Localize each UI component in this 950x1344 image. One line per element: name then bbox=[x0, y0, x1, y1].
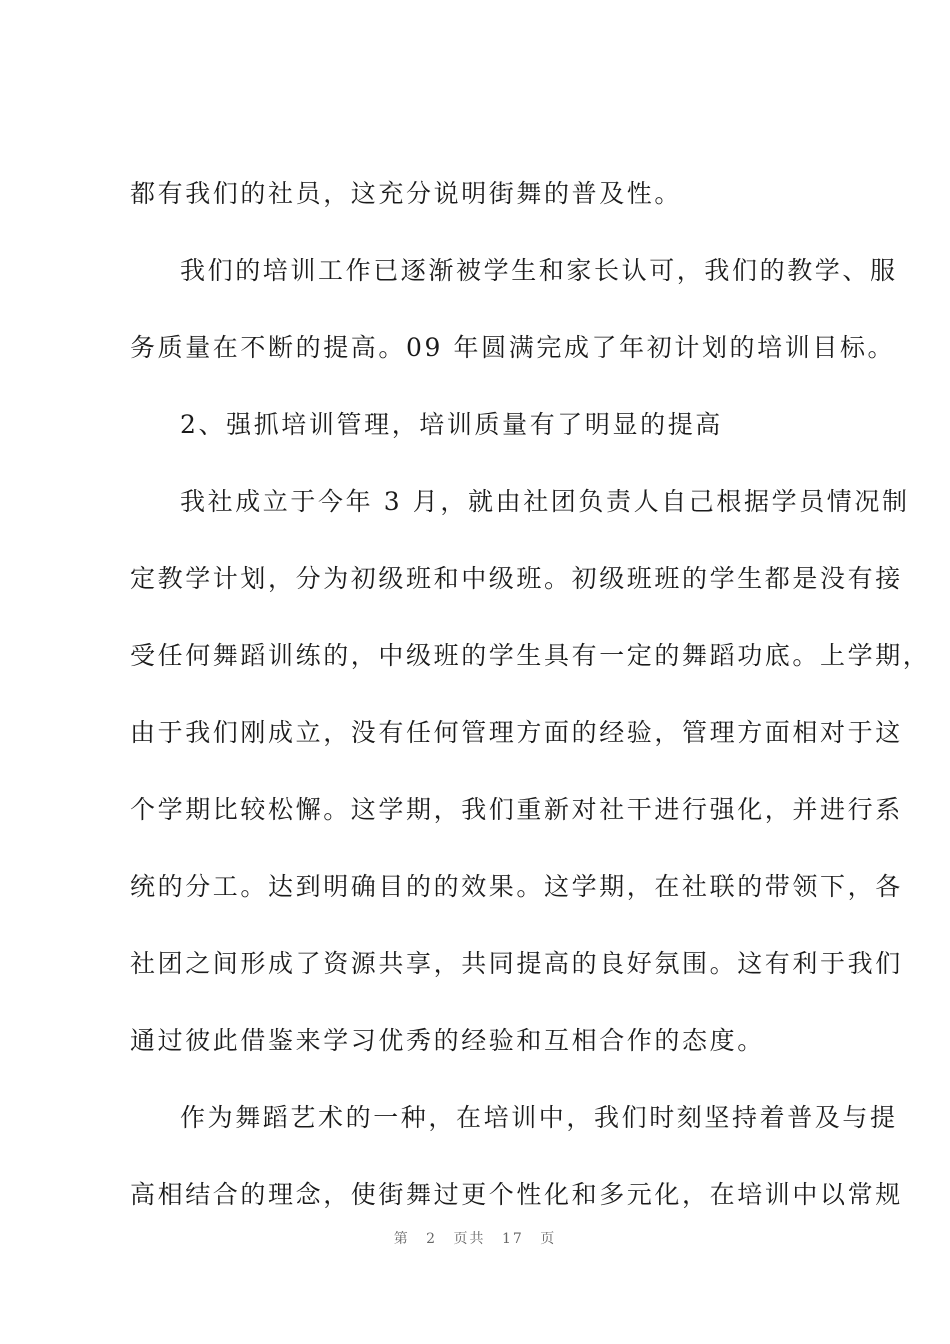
text-line: 由于我们刚成立，没有任何管理方面的经验，管理方面相对于这 bbox=[130, 718, 903, 747]
text-line: 务质量在不断的提高。09 年圆满完成了年初计划的培训目标。 bbox=[130, 333, 896, 362]
text-line: 高相结合的理念，使街舞过更个性化和多元化，在培训中以常规 bbox=[130, 1180, 903, 1209]
section-heading: 2、强抓培训管理，培训质量有了明显的提高 bbox=[180, 410, 723, 439]
paragraph-start-line: 作为舞蹈艺术的一种，在培训中，我们时刻坚持着普及与提 bbox=[180, 1103, 898, 1132]
page-number-footer: 第 2 页共 17 页 bbox=[393, 1231, 557, 1247]
text-line: 定教学计划，分为初级班和中级班。初级班班的学生都是没有接 bbox=[130, 564, 903, 593]
text-line: 通过彼此借鉴来学习优秀的经验和互相合作的态度。 bbox=[130, 1026, 765, 1055]
text-line: 社团之间形成了资源共享，共同提高的良好氛围。这有利于我们 bbox=[130, 949, 903, 978]
text-line: 受任何舞蹈训练的，中级班的学生具有一定的舞蹈功底。上学期， bbox=[130, 641, 931, 670]
paragraph-start-line: 我们的培训工作已逐渐被学生和家长认可，我们的教学、服 bbox=[180, 256, 898, 285]
text-line: 个学期比较松懈。这学期，我们重新对社干进行强化，并进行系 bbox=[130, 795, 903, 824]
text-line: 都有我们的社员，这充分说明街舞的普及性。 bbox=[130, 179, 683, 208]
paragraph-start-line: 我社成立于今年 3 月，就由社团负责人自己根据学员情况制 bbox=[180, 487, 910, 516]
text-line: 统的分工。达到明确目的的效果。这学期，在社联的带领下，各 bbox=[130, 872, 903, 901]
